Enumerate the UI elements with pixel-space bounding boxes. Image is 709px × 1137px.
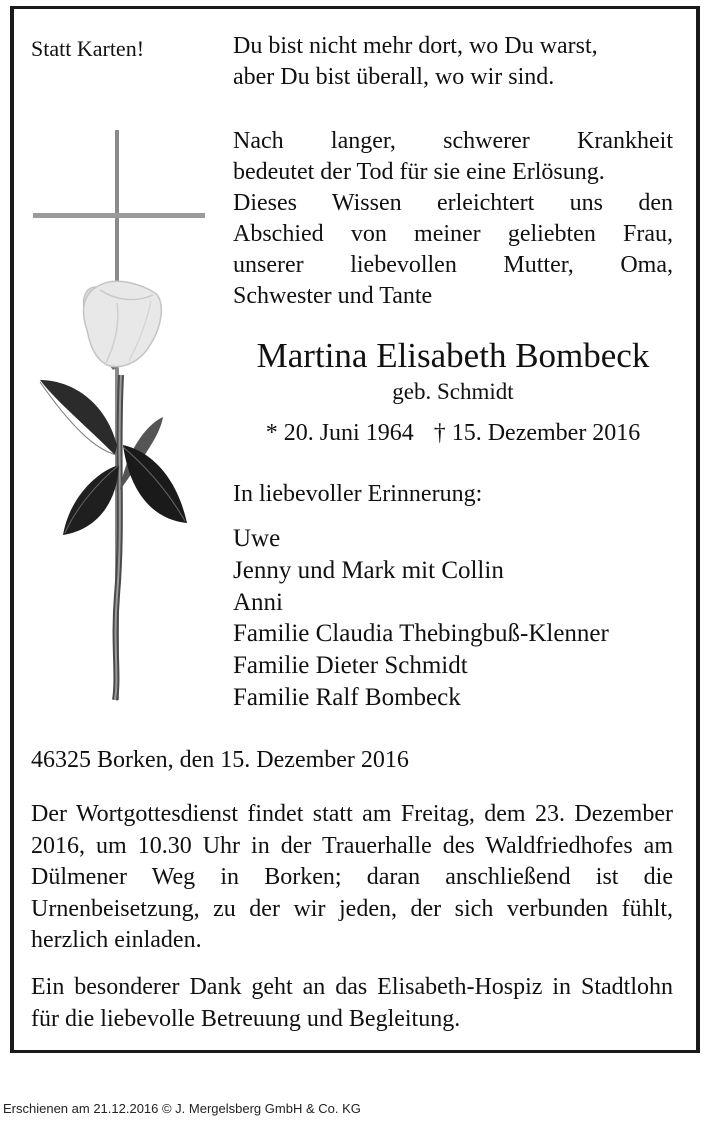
- cross-and-rose: [25, 125, 220, 710]
- thanks-paragraph: Ein besonderer Dank geht an das Elisabeth-Hospiz in Stadtlohn für die liebevolle Betreuung und Begleitung.: [31, 974, 673, 1032]
- mourner: Anni: [233, 588, 283, 616]
- mourner: Familie Claudia Thebingbuß-Klenner: [233, 620, 609, 648]
- life-dates: [233, 420, 673, 447]
- intro-line: bedeutet der Tod für sie eine Erlösung.: [233, 159, 605, 185]
- intro-line: Schwester und Tante: [233, 283, 433, 309]
- intro-line: Abschied von meiner geliebten Frau,: [233, 221, 673, 247]
- death-date: † 15. Dezember 2016: [433, 420, 641, 446]
- mourner: Uwe: [233, 525, 281, 552]
- mourner: Familie Dieter Schmidt: [233, 652, 468, 680]
- deceased-name: Martina Elisabeth Bombeck: [256, 336, 650, 375]
- publication-footer: Erschienen am 21.12.2016 © J. Mergelsberg GmbH & Co. KG: [3, 1101, 361, 1116]
- mourner: Jenny und Mark mit Collin: [233, 556, 504, 584]
- poem: [233, 31, 673, 93]
- intro-text: [233, 126, 673, 312]
- place-date: 46325 Borken, den 15. Dezember 2016: [31, 747, 409, 773]
- intro-line: unserer liebevollen Mutter, Oma,: [233, 252, 673, 278]
- mourners-list: [233, 523, 609, 714]
- rose-icon: [40, 281, 187, 700]
- maiden-name: geb. Schmidt: [392, 379, 514, 404]
- intro-line: Nach langer, schwerer Krankheit: [233, 128, 673, 154]
- birth-date: * 20. Juni 1964: [265, 420, 414, 446]
- intro-line: Dieses Wissen erleichtert uns den: [233, 190, 673, 216]
- mourner: Familie Ralf Bombeck: [233, 683, 461, 711]
- statt-karten-label: Statt Karten!: [31, 36, 145, 61]
- poem-line: Du bist nicht mehr dort, wo Du warst,: [233, 33, 598, 59]
- poem-line: aber Du bist überall, wo wir sind.: [233, 64, 555, 90]
- memory-label: In liebevoller Erinnerung:: [233, 481, 483, 507]
- service-paragraph: Der Wortgottesdienst findet statt am Freitag, dem 23. Dezember 2016, um 10.30 Uhr in der Trauerhalle des Waldfriedhofes am Dülmener Weg in Borken; daran anschließend ist die Urnenbeisetzung, zu der wir jeden, der sich verbunden fühlt, herzlich einladen.: [31, 801, 673, 953]
